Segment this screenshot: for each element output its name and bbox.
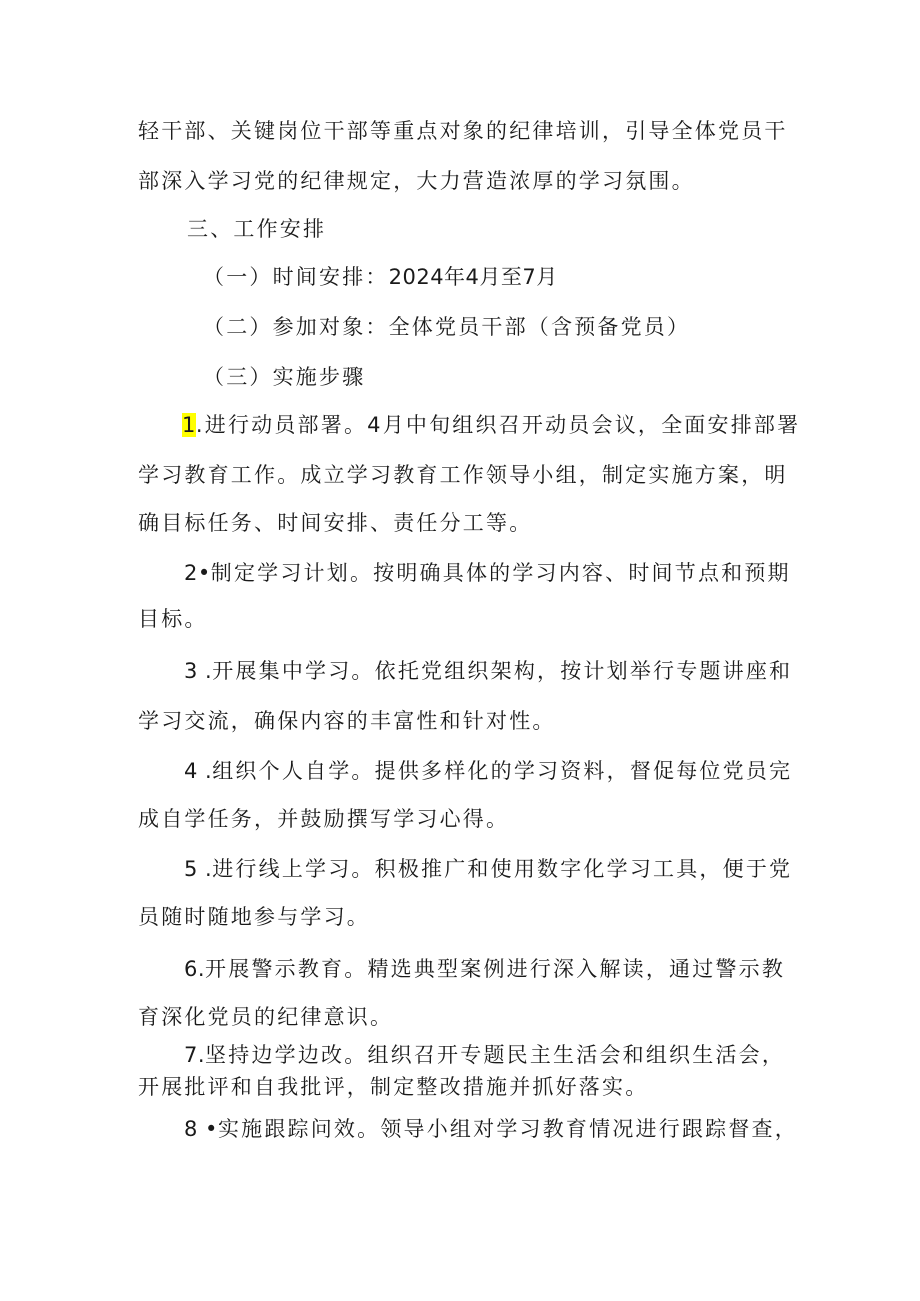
step-line: 员随时随地参与学习。 (138, 905, 370, 929)
intro-paragraph-line: 轻干部、关键岗位干部等重点对象的纪律培训，引导全体党员干 (138, 119, 788, 143)
step-line: 确目标任务、时间安排、责任分工等。 (138, 511, 533, 535)
step-line: 开展批评和自我批评，制定整改措施并抓好落实。 (138, 1075, 649, 1099)
step-line (184, 1114, 798, 1144)
section-heading: 三、工作安排 (187, 217, 327, 241)
step-text: 开展警示教育。精选典型案例进行深入解读，通过警示教 (205, 957, 786, 981)
step-marker-highlighted: 1 (182, 413, 196, 437)
step-text: 进行线上学习。积极推广和使用数字化学习工具，便于党 (212, 857, 793, 881)
intro-paragraph-line: 部深入学习党的纪律规定，大力营造浓厚的学习氛围。 (138, 169, 695, 193)
step-marker: 2• (184, 561, 211, 585)
step-line: 育深化党员的纪律意识。 (138, 1005, 394, 1029)
step-line (184, 954, 785, 984)
subsection-time (203, 262, 558, 292)
step-line (182, 410, 800, 440)
step-marker: 7. (184, 1043, 206, 1067)
step-line: 成自学任务，并鼓励撰写学习心得。 (138, 807, 510, 831)
step-line (184, 854, 792, 884)
step-line (184, 558, 791, 588)
step-text: 开展集中学习。依托党组织架构，按计划举行专题讲座和 (212, 659, 793, 683)
step-text: 坚持边学边改。组织召开专题民主生活会和组织生活会， (205, 1043, 786, 1067)
step-text: 组织个人自学。提供多样化的学习资料，督促每位党员完 (212, 759, 793, 783)
subsection-label: （一）时间安排： (203, 265, 389, 289)
step-line (184, 656, 792, 686)
step-marker: 8 • (184, 1117, 218, 1141)
step-line: 目标。 (138, 607, 208, 631)
step-line (184, 1040, 785, 1070)
step-line: 学习交流，确保内容的丰富性和针对性。 (138, 709, 556, 733)
step-marker: 4 . (184, 759, 213, 783)
step-marker: 3 . (184, 659, 213, 683)
step-line (184, 756, 792, 786)
step-line: 学习教育工作。成立学习教育工作领导小组，制定实施方案，明 (138, 463, 788, 487)
step-marker: 5 . (184, 857, 213, 881)
subsection-steps: （三）实施步骤 (203, 365, 366, 389)
subsection-participants: （二）参加对象：全体党员干部（含预备党员） (203, 315, 691, 339)
step-text: .进行动员部署。4月中旬组织召开动员会议，全面安排部署 (195, 413, 801, 437)
step-text: 实施跟踪问效。领导小组对学习教育情况进行跟踪督查， (217, 1117, 798, 1141)
step-marker: 6. (184, 957, 206, 981)
step-text: 制定学习计划。按明确具体的学习内容、时间节点和预期 (210, 561, 791, 585)
subsection-value: 2024年4月至7月 (388, 265, 558, 289)
